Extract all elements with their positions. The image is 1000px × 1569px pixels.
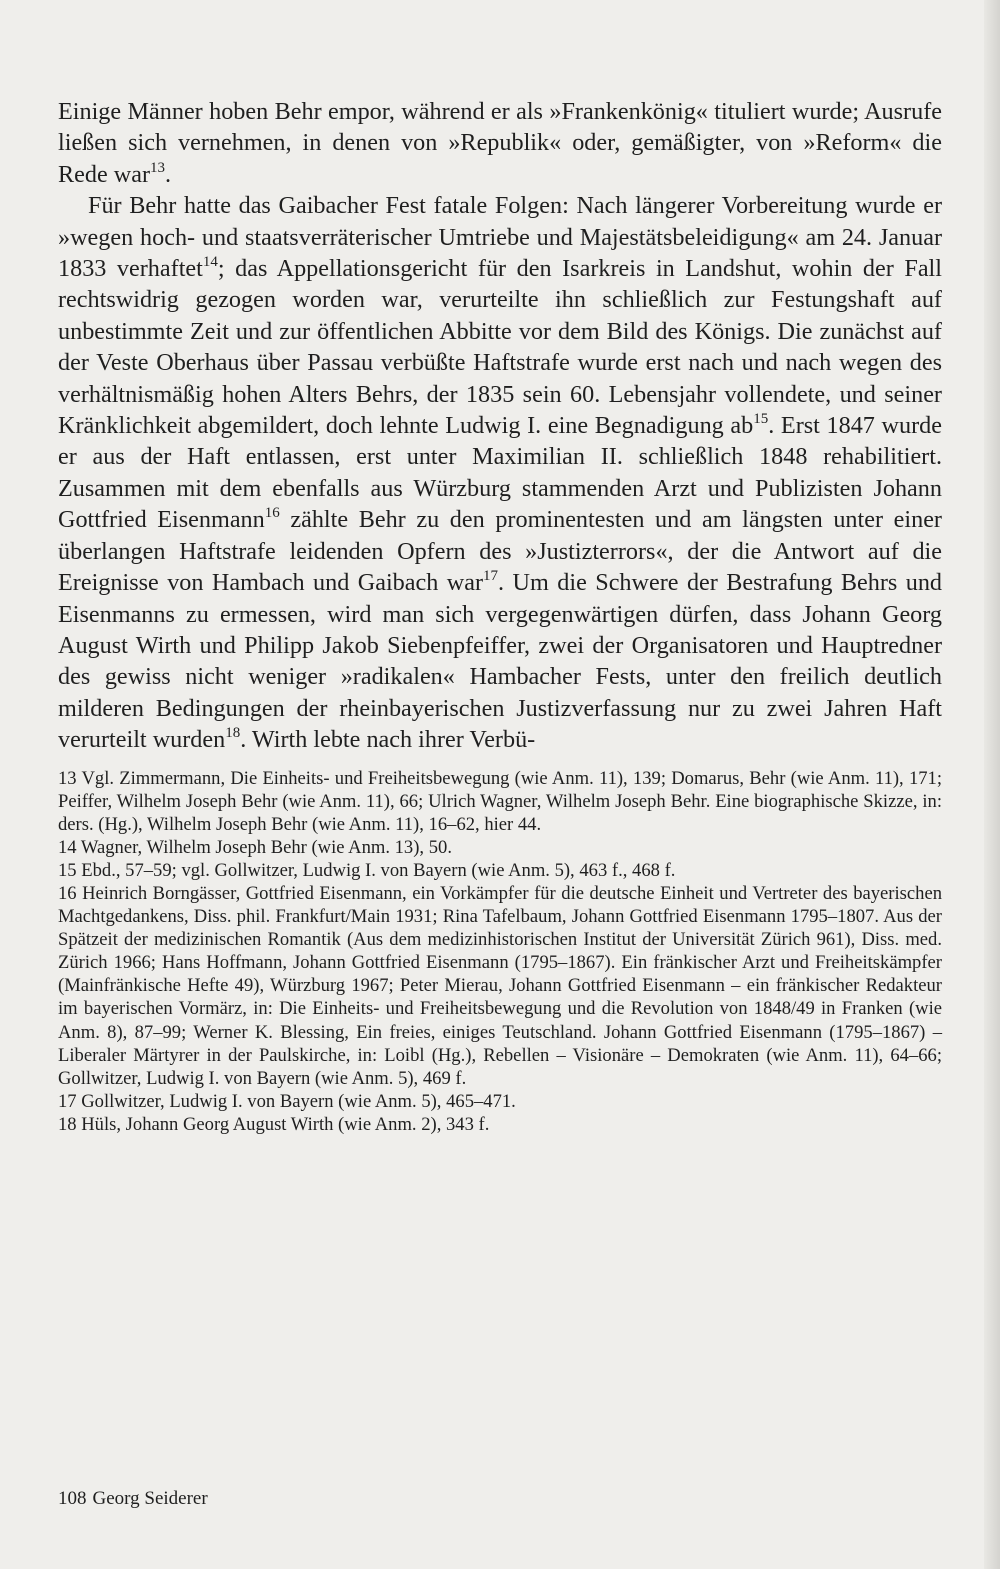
page-edge-shadow	[984, 0, 1000, 1569]
paragraph-1: Einige Männer hoben Behr empor, während er als »Frankenkönig« tituliert wurde; Ausrufe ließen sich vernehmen, in denen von »Republik« oder, gemäßigter, von »Reform« die Rede war$^{13}$.	[58, 98, 942, 188]
footnote-ref-18: 18	[225, 725, 241, 742]
footnote-ref-16: 16	[264, 505, 280, 522]
page-content	[58, 96, 942, 1136]
footnote-ref-14: 14	[202, 254, 218, 271]
footnote-14: 14 Wagner, Wilhelm Joseph Behr (wie Anm. 13), 50.	[58, 836, 452, 858]
footnote-ref-13: 13	[150, 160, 166, 176]
page-footer	[58, 1488, 208, 1510]
page-number: 108	[58, 1488, 87, 1509]
running-author: Georg Seiderer	[92, 1488, 208, 1509]
footnotes	[58, 767, 942, 1137]
footnote-13: 13 Vgl. Zimmermann, Die Einheits- und Freiheitsbewegung (wie Anm. 11), 139; Domarus, Behr (wie Anm. 11), 171; Peiffer, Wilhelm Joseph Behr (wie Anm. 11), 66; Ulrich Wagner, Wilhelm Joseph Behr. Eine biographische Skizze, in: ders. (Hg.), Wilhelm Joseph Behr (wie Anm. 11), 16–62, hier 44.	[58, 767, 942, 835]
footnote-ref-15: 15	[753, 411, 769, 428]
footnote-15: 15 Ebd., 57–59; vgl. Gollwitzer, Ludwig I. von Bayern (wie Anm. 5), 463 f., 468 f.	[58, 859, 676, 881]
footnote-16: 16 Heinrich Borngässer, Gottfried Eisenmann, ein Vorkämpfer für die deutsche Einheit und Vertreter des bayerischen Machtgedankens, Diss. phil. Frankfurt/Main 1931; Rina Tafelbaum, Johann Gottfried Eisenmann 1795–1807. Aus der Spätzeit der medizinischen Romantik (Aus dem medizinhistorischen Institut der Universität Zürich 961), Diss. med. Zürich 1966; Hans Hoffmann, Johann Gottfried Eisenmann (1795–1867). Ein fränkischer Arzt und Freiheitskämpfer (Mainfränkische Hefte 49), Würzburg 1967; Peter Mierau, Johann Gottfried Eisenmann – ein fränkischer Redakteur im bayerischen Vormärz, in: Die Einheits- und Freiheitsbewegung und die Revolution von 1848/49 in Franken (wie Anm. 8), 87–99; Werner K. Blessing, Ein freies, einiges Teutschland. Johann Gottfried Eisenmann (1795–1867) – Liberaler Märtyrer in der Paulskirche, in: Loibl (Hg.), Rebellen – Visionäre – Demokraten (wie Anm. 11), 64–66; Gollwitzer, Ludwig I. von Bayern (wie Anm. 5), 469 f.	[58, 883, 942, 1089]
footnote-ref-17: 17	[483, 568, 499, 585]
main-text	[58, 96, 942, 756]
paragraph-2: Für Behr hatte das Gaibacher Fest fatale Folgen: Nach längerer Vorbereitung wurde er »wegen hoch- und staatsverräterischer Umtriebe und Majestätsbeleidigung« am 24. Januar 1833 verhaftet$^{14}$; das Appellationsgericht für den Isarkreis in Landshut, wohin der Fall rechtswidrig gezogen worden war, verurteilte ihn schließlich zur Festungshaft auf unbestimmte Zeit und zur öffentlichen Abbitte vor dem Bild des Königs. Die zunächst auf der Veste Oberhaus über Passau verbüßte Haftstrafe wurde erst nach und nach wegen des verhältnismäßig hohen Alters Behrs, der 1835 sein 60. Lebensjahr vollendete, und seiner Kränklichkeit abgemildert, doch lehnte Ludwig I. eine Begnadigung $ab^{15}$. Erst 1847 wurde er aus der Haft entlassen, erst unter Maximilian II. schließlich 1848 rehabilitiert. Zusammen mit dem ebenfalls aus Würzburg stammenden Arzt und Publizisten Johann Gottfried Eisenmann$^{16}$ zählte Behr zu den prominentesten und am längsten unter einer überlangen Haftstrafe leidenden Opfern des »Justizterrors«, der die Antwort auf die Ereignisse von Hambach und Gaibach war$^{17}$. Um die Schwere der Bestrafung Behrs und Eisenmanns zu ermessen, wird man sich vergegenwärtigen dürfen, dass Johann Georg August Wirth und Philipp Jakob Siebenpfeiffer, zwei der Organisatoren und Hauptredner des gewiss nicht weniger »radikalen« Hambacher Fests, unter den freilich deutlich milderen Bedingungen der rheinbayerischen Justizverfassung nur zu zwei Jahren Haft verurteilt wurden$^{18}$. Wirth lebte nach ihrer Verbü-	[58, 192, 943, 754]
footnote-18: 18 Hüls, Johann Georg August Wirth (wie Anm. 2), 343 f.	[58, 1113, 490, 1135]
footnote-17: 17 Gollwitzer, Ludwig I. von Bayern (wie Anm. 5), 465–471.	[58, 1090, 516, 1112]
